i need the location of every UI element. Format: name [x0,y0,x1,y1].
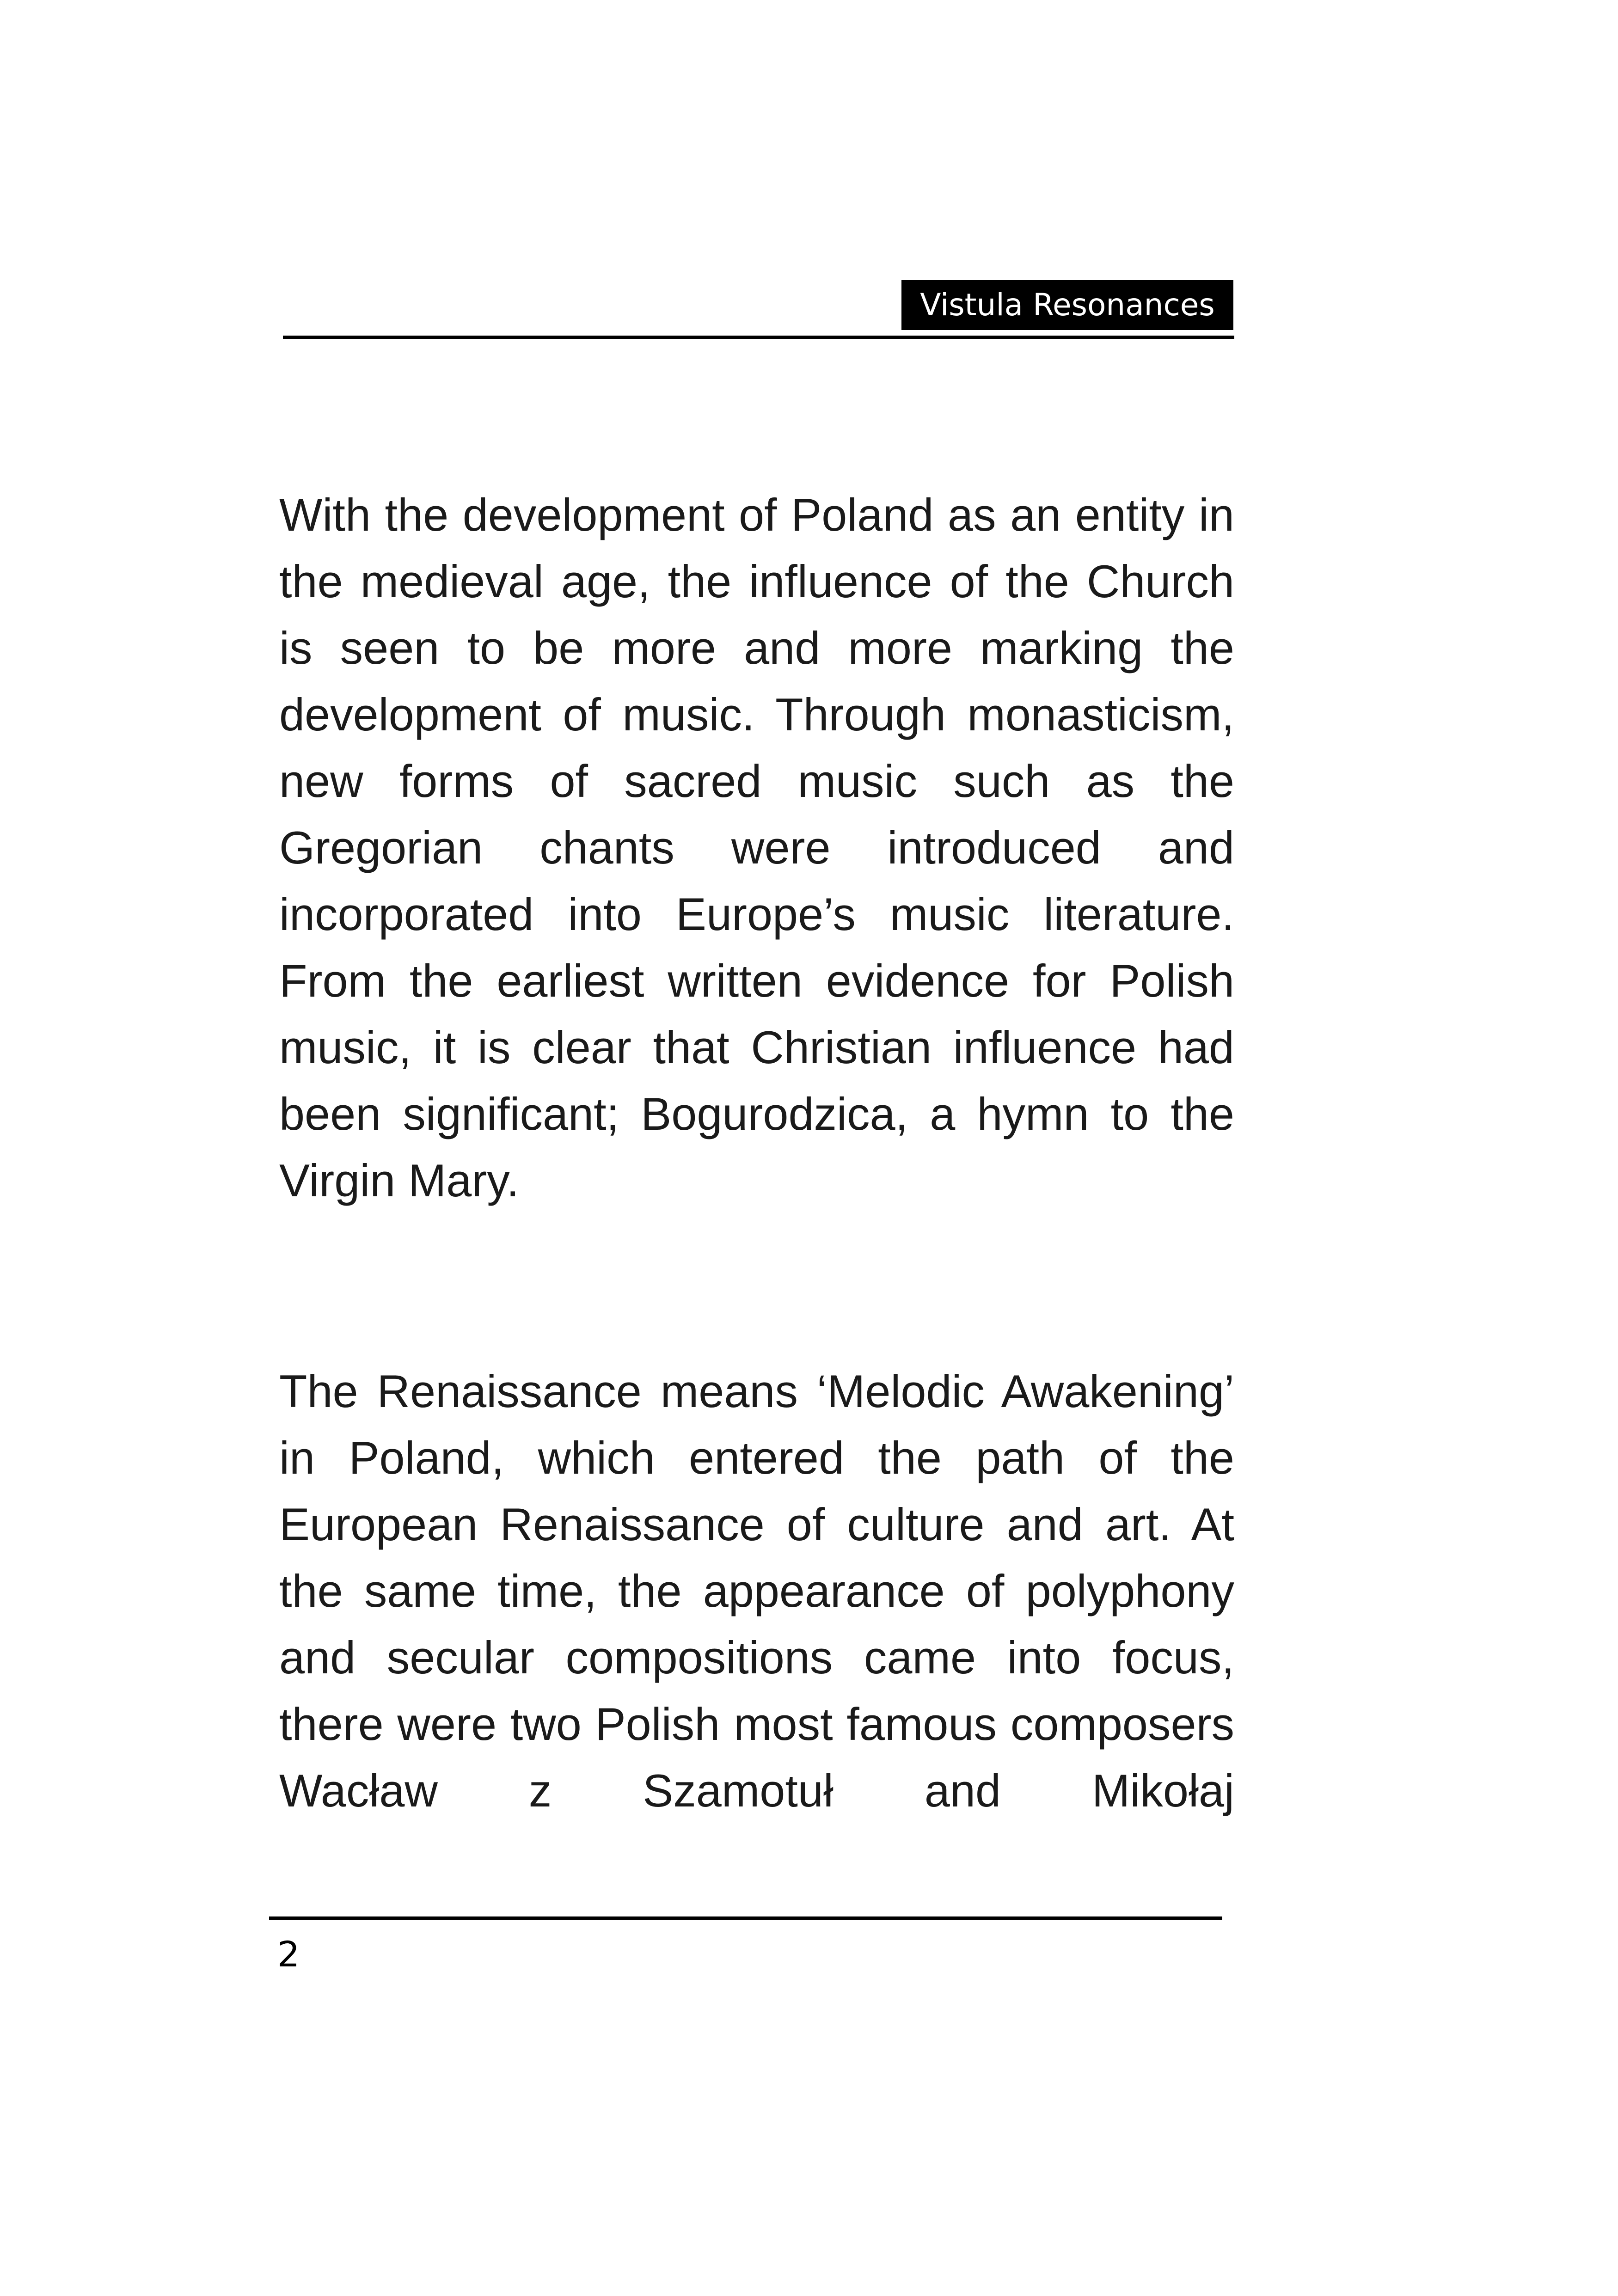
page-number: 2 [277,1934,300,1975]
header-divider [283,336,1234,339]
running-header-title: Vistula Resonances [901,280,1233,330]
body-paragraph-renaissance: The Renaissance means ‘Melodic Awakening’ in Poland, which entered the path of the European Renaissance of culture and art. At the same time, the appearance of polyphony and secular compositions came into focus, there were two Polish most famous composers Wacław z Szamotuł and Mikołaj [279,1365,1234,1816]
body-paragraph-medieval: With the development of Poland as an entity in the medieval age, the influence of the Church is seen to be more and more marking the development of music. Through monasticism, new forms of sacred music such as the Gregorian chants were introduced and incorporated into Europe’s music literature. From the earliest written evidence for Polish music, it is clear that Christian influence had been significant; Bogurodzica, a hymn to the Virgin Mary. [279,489,1234,1206]
footer-divider [269,1916,1222,1920]
